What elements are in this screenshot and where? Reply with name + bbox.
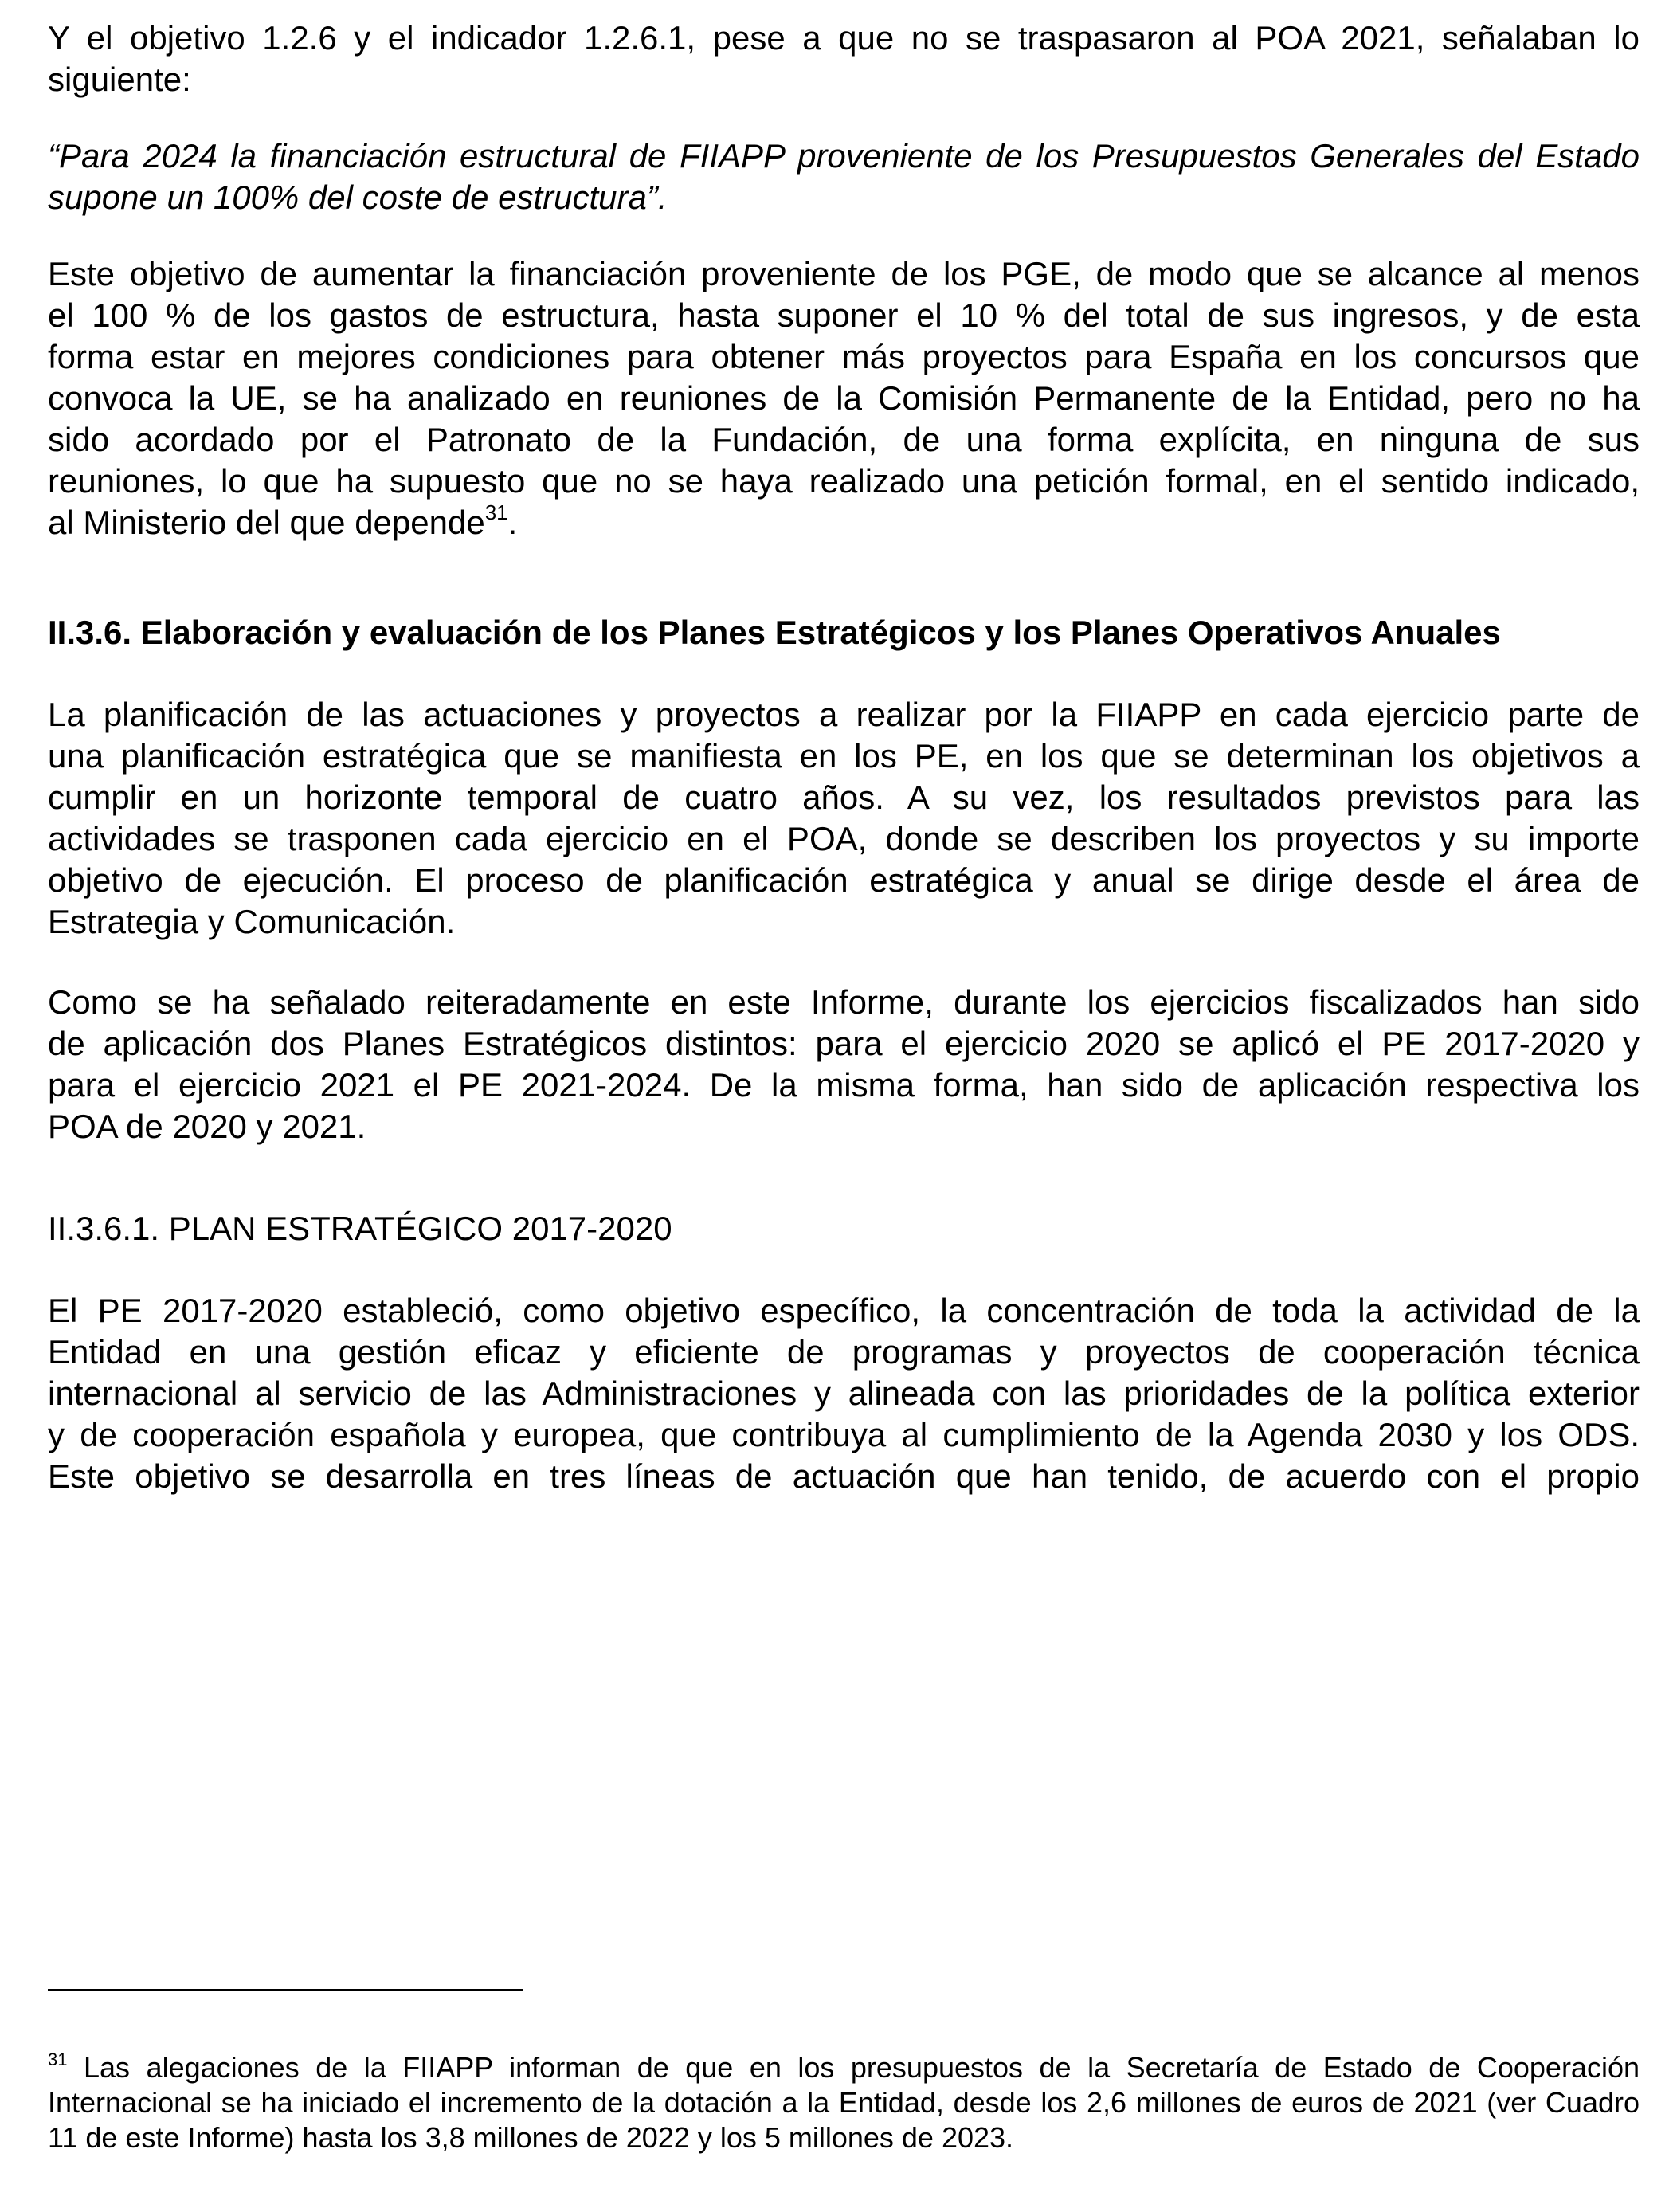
footnote-text: 11 de este Informe) hasta los 3,8 millones de 2022 y los 5 millones de 2023. [48, 2121, 1014, 2154]
line-text: Este objetivo de aumentar la financiación proveniente de los PGE, de modo que se alcance al menos [48, 255, 1640, 292]
paragraph [48, 982, 1640, 1147]
line-text: objetivo de ejecución. El proceso de planificación estratégica y anual se dirige desde el área de [48, 861, 1640, 899]
quote-paragraph [48, 135, 1640, 218]
text-line [48, 1290, 1640, 1332]
line-text: sido acordado por el Patronato de la Fundación, de una forma explícita, en ninguna de sus [48, 421, 1640, 458]
footnote-line [48, 2085, 1640, 2120]
text-line [48, 336, 1640, 378]
line-text: El PE 2017-2020 estableció, como objetivo específico, la concentración de toda la actividad de la [48, 1292, 1640, 1329]
footnote-number: 31 [48, 2049, 68, 2069]
text-line [48, 901, 1640, 943]
line-text: el 100 % de los gastos de estructura, hasta suponer el 10 % del total de sus ingresos, y de esta [48, 296, 1640, 334]
line-text: para el ejercicio 2021 el PE 2021-2024. De la misma forma, han sido de aplicación respectiva los [48, 1066, 1640, 1104]
paragraph [48, 253, 1640, 543]
line-text: convoca la UE, se ha analizado en reuniones de la Comisión Permanente de la Entidad, pero no ha [48, 379, 1640, 417]
line-text: y de cooperación española y europea, que contribuya al cumplimiento de la Agenda 2030 y los ODS. [48, 1416, 1640, 1453]
text-line [48, 1456, 1640, 1497]
line-text: Entidad en una gestión eficaz y eficiente de programas y proyectos de cooperación técnica [48, 1333, 1640, 1371]
paragraph [48, 1290, 1640, 1497]
footnote-31 [48, 2050, 1640, 2155]
text-line [48, 18, 1640, 59]
text-line [48, 735, 1640, 777]
line-text: una planificación estratégica que se manifiesta en los PE, en los que se determinan los objetivos a [48, 737, 1640, 775]
text-line [48, 295, 1640, 336]
text-line [48, 777, 1640, 818]
text-line [48, 461, 1640, 502]
paragraph [48, 18, 1640, 100]
footnote-text: Internacional se ha iniciado el incremento de la dotación a la Entidad, desde los 2,6 millones de euros de 2021 (ver Cuadro [48, 2086, 1640, 2119]
text-line [48, 502, 1640, 543]
text-line [48, 1208, 1640, 1249]
line-text: POA de 2020 y 2021. [48, 1108, 366, 1145]
line-text: La planificación de las actuaciones y proyectos a realizar por la FIIAPP en cada ejercicio parte de [48, 696, 1640, 733]
section-heading [48, 612, 1640, 653]
footnote-separator [48, 1989, 523, 1991]
footnote-line [48, 2120, 1640, 2155]
text-line [48, 59, 1640, 100]
text-line [48, 612, 1640, 653]
line-text: Este objetivo se desarrolla en tres líneas de actuación que han tenido, de acuerdo con el propio [48, 1457, 1640, 1495]
text-line [48, 177, 1640, 218]
line-text: Como se ha señalado reiteradamente en este Informe, durante los ejercicios fiscalizados han sido [48, 983, 1640, 1021]
line-text: “Para 2024 la financiación estructural de FIIAPP proveniente de los Presupuestos Generales del Estado [48, 137, 1640, 175]
line-text: forma estar en mejores condiciones para obtener más proyectos para España en los concursos que [48, 338, 1640, 375]
subsection-heading [48, 1208, 1640, 1249]
text-line [48, 694, 1640, 735]
text-line [48, 419, 1640, 461]
line-text: II.3.6.1. PLAN ESTRATÉGICO 2017-2020 [48, 1210, 672, 1247]
line-text: siguiente: [48, 61, 191, 98]
text-line [48, 1373, 1640, 1414]
line-text: cumplir en un horizonte temporal de cuatro años. A su vez, los resultados previstos para las [48, 779, 1640, 816]
text-line [48, 860, 1640, 901]
paragraph [48, 694, 1640, 943]
line-text: II.3.6. Elaboración y evaluación de los Planes Estratégicos y los Planes Operativos Anuales [48, 614, 1501, 651]
line-text: supone un 100% del coste de estructura”. [48, 178, 668, 216]
text-line [48, 135, 1640, 177]
line-text: reuniones, lo que ha supuesto que no se haya realizado una petición formal, en el sentido indicado, [48, 462, 1640, 500]
text-line [48, 1065, 1640, 1106]
footnote-reference[interactable]: 31 [484, 500, 508, 524]
text-line [48, 253, 1640, 295]
text-line [48, 378, 1640, 419]
text-line [48, 818, 1640, 860]
text-line [48, 1106, 1640, 1147]
text-line [48, 1332, 1640, 1373]
line-text: Estrategia y Comunicación. [48, 903, 456, 940]
line-text: de aplicación dos Planes Estratégicos distintos: para el ejercicio 2020 se aplicó el PE 2017-2020 y [48, 1025, 1640, 1062]
text-line [48, 982, 1640, 1023]
text-line [48, 1023, 1640, 1065]
footnote-text: Las alegaciones de la FIIAPP informan de que en los presupuestos de la Secretaría de Estado de Cooperación [84, 2051, 1640, 2084]
trailing-punctuation: . [507, 504, 518, 541]
line-text: Y el objetivo 1.2.6 y el indicador 1.2.6.1, pese a que no se traspasaron al POA 2021, señalaban lo [48, 19, 1640, 57]
line-text: internacional al servicio de las Administraciones y alineada con las prioridades de la política exterior [48, 1375, 1640, 1412]
line-text: actividades se trasponen cada ejercicio en el POA, donde se describen los proyectos y su importe [48, 820, 1640, 857]
text-line [48, 1414, 1640, 1456]
line-text: al Ministerio del que depende [48, 504, 485, 541]
footnote-line [48, 2050, 1640, 2085]
